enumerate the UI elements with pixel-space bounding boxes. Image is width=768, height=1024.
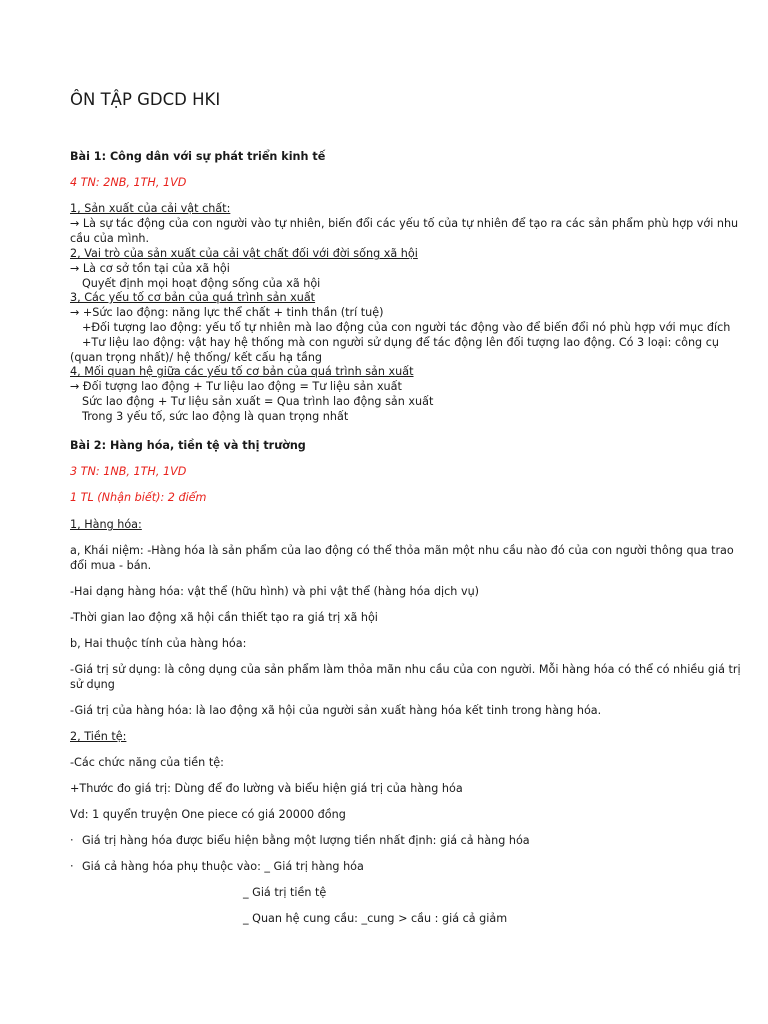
lesson1-section4-line2: Sức lao động + Tư liệu sản xuất = Qua trình lao động sản xuất xyxy=(82,395,434,408)
lesson2-example: Vd: 1 quyển truyện One piece có giá 20000 đồng xyxy=(70,808,346,821)
lesson1-section2-line1: → Là cơ sở tồn tại của xã hội xyxy=(70,262,230,275)
lesson2-concept-line2: đổi mua - bán. xyxy=(70,559,152,572)
lesson2-money-functions: -Các chức năng của tiền tệ: xyxy=(70,756,224,769)
lesson2-measure-of-value: +Thước đo giá trị: Dùng để đo lường và biểu hiện giá trị của hàng hóa xyxy=(70,782,463,795)
lesson2-section1-title: 1, Hàng hóa: xyxy=(70,518,142,531)
lesson1-heading: Bài 1: Công dân với sự phát triển kinh tế xyxy=(70,150,326,163)
lesson1-section3-line4: (quan trọng nhất)/ hệ thống/ kết cấu hạ tầng xyxy=(70,351,323,364)
lesson2-sub-item1: _ Giá trị tiền tệ xyxy=(243,886,327,899)
lesson1-section4-title: 4, Mối quan hệ giữa các yếu tố cơ bản của quá trình sản xuất xyxy=(70,365,414,378)
lesson1-section2-line2: Quyết định mọi hoạt động sống của xã hội xyxy=(82,277,321,290)
lesson2-note2: 1 TL (Nhận biết): 2 điểm xyxy=(70,491,207,504)
lesson1-section3-line3: +Tư liệu lao động: vật hay hệ thống mà con người sử dụng để tác động lên đối tượng lao động. Có 3 loại: công cụ xyxy=(82,336,719,349)
lesson1-section4-line1: → Đối tượng lao động + Tư liệu lao động = Tư liệu sản xuất xyxy=(70,380,402,393)
lesson2-concept-line1: a, Khái niệm: -Hàng hóa là sản phẩm của lao động có thể thỏa mãn một nhu cầu nào đó của con người thông qua trao xyxy=(70,544,734,557)
lesson2-value: -Giá trị của hàng hóa: là lao động xã hội của người sản xuất hàng hóa kết tinh trong hàng hóa. xyxy=(70,704,602,717)
bullet-dot-icon: · xyxy=(70,834,74,847)
lesson1-section2-title: 2, Vai trò của sản xuất của cải vật chất đối với đời sống xã hội xyxy=(70,247,418,260)
bullet-dot-icon: · xyxy=(70,860,74,873)
lesson2-two-attributes: b, Hai thuộc tính của hàng hóa: xyxy=(70,637,247,650)
lesson1-section1-line1: → Là sự tác động của con người vào tự nhiên, biến đổi các yếu tố của tự nhiên để tạo ra các sản phẩm phù hợp với nhu xyxy=(70,217,739,230)
lesson2-use-value-line2: sử dụng xyxy=(70,678,115,691)
lesson1-section3-line1: → +Sức lao động: năng lực thể chất + tinh thần (trí tuệ) xyxy=(70,306,384,319)
lesson2-bullet1 xyxy=(70,833,530,848)
lesson2-section2-title: 2, Tiền tệ: xyxy=(70,730,127,743)
lesson1-section3-title: 3, Các yếu tố cơ bản của quá trình sản xuất xyxy=(70,291,316,304)
lesson1-note: 4 TN: 2NB, 1TH, 1VD xyxy=(70,176,187,189)
document-title: ÔN TẬP GDCD HKI xyxy=(70,90,221,109)
lesson2-bullet2 xyxy=(70,859,364,874)
lesson2-sub-item2: _ Quan hệ cung cầu: _cung > cầu : giá cả giảm xyxy=(243,912,508,925)
lesson1-section1-title: 1, Sản xuất của cải vật chất: xyxy=(70,202,231,215)
lesson2-heading: Bài 2: Hàng hóa, tiền tệ và thị trường xyxy=(70,439,306,452)
lesson1-section4-line3: Trong 3 yếu tố, sức lao động là quan trọng nhất xyxy=(82,410,349,423)
lesson1-section1-line2: cầu của mình. xyxy=(70,232,150,245)
lesson2-bullet2-text: Giá cả hàng hóa phụ thuộc vào: _ Giá trị hàng hóa xyxy=(82,860,364,873)
lesson1-section3-line2: +Đối tượng lao động: yếu tố tự nhiên mà lao động của con người tác động vào để biến đổi nó phù hợp với mục đích xyxy=(82,321,731,334)
lesson2-bullet1-text: Giá trị hàng hóa được biểu hiện bằng một lượng tiền nhất định: giá cả hàng hóa xyxy=(82,834,530,847)
lesson2-labor-time: -Thời gian lao động xã hội cần thiết tạo ra giá trị xã hội xyxy=(70,611,378,624)
lesson2-use-value-line1: -Giá trị sử dụng: là công dụng của sản phẩm làm thỏa mãn nhu cầu của con người. Mỗi hàng hóa có thể có nhiều giá trị xyxy=(70,663,741,676)
lesson2-two-forms: -Hai dạng hàng hóa: vật thể (hữu hình) và phi vật thể (hàng hóa dịch vụ) xyxy=(70,585,480,598)
lesson2-note1: 3 TN: 1NB, 1TH, 1VD xyxy=(70,465,187,478)
